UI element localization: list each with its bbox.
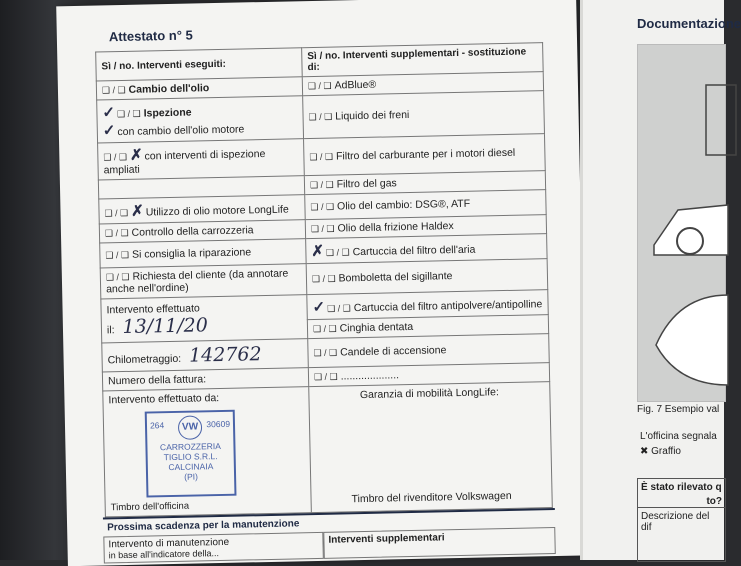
right-row: ❑ / ❑ AdBlue®	[302, 72, 543, 96]
certificate-title: Attestato n° 5	[108, 27, 193, 45]
next-service-title: Prossima scadenza per la manutenzione	[103, 508, 555, 536]
checkbox[interactable]: ❑ / ❑	[313, 371, 338, 383]
next-left-label: Intervento di manutenzione	[108, 536, 230, 551]
date-cell: Intervento effettuato il: 13/11/20	[101, 295, 308, 343]
km-cell: Chilometraggio: 142762	[102, 339, 309, 372]
next-right-label: Interventi supplementari	[323, 527, 556, 559]
right-text: ✖ Graffio	[640, 446, 681, 457]
left-header: Sì / no. Interventi eseguiti:	[96, 48, 303, 81]
checkmark-icon: ✓	[102, 122, 116, 140]
invoice-cell: Numero della fattura:	[102, 368, 308, 391]
checkbox[interactable]: ❑ / ❑	[104, 207, 129, 219]
left-row: ❑ / ❑ Controllo della carrozzeria	[99, 220, 305, 243]
right-page-title: Documentazione	[637, 16, 741, 31]
checkbox[interactable]: ❑ / ❑	[307, 80, 332, 92]
checkbox[interactable]: ❑ / ❑	[327, 303, 351, 314]
left-row: ❑ / ❑ Cambio dell'olio	[96, 77, 302, 100]
right-row: ✓ ❑ / ❑ Cartuccia del filtro antipolvere/antipolline	[307, 290, 548, 320]
right-row: ❑ / ❑ ....................	[308, 363, 549, 387]
next-service-section: Prossima scadenza per la manutenzione Intervento di manutenzione in base all'indicatore della... Interventi supplementari	[103, 508, 556, 563]
left-row: ❑ / ❑ Si consiglia la riparazione	[100, 239, 306, 268]
handwritten-date: 13/11/20	[122, 313, 209, 338]
figure-caption: Fig. 7 Esempio val	[637, 404, 720, 415]
mobility-label: Garanzia di mobilità LongLife:	[359, 386, 499, 402]
left-row: ❑ / ❑ ✗ con interventi di ispezione ampliati	[98, 139, 305, 180]
checkbox[interactable]: ❑ / ❑	[310, 223, 335, 235]
checkbox[interactable]: ❑ / ❑	[313, 347, 338, 359]
right-row: ✗ ❑ / ❑ Cartuccia del filtro dell'aria	[306, 234, 547, 264]
checkbox[interactable]: ❑ / ❑	[312, 323, 337, 335]
checkbox[interactable]: ❑ / ❑	[105, 271, 130, 283]
checkbox[interactable]: ❑ / ❑	[310, 201, 335, 213]
done-by-label: Intervento effettuato da:	[108, 392, 220, 407]
right-header: Sì / no. Interventi supplementari - sostituzione di:	[302, 43, 544, 77]
right-row: ❑ / ❑ Candele di accensione	[308, 334, 550, 368]
checkbox[interactable]: ❑ / ❑	[311, 273, 336, 285]
dealer-stamp-label: Timbro del rivenditore Volkswagen	[351, 489, 512, 506]
checkbox[interactable]: ❑ / ❑	[308, 111, 333, 123]
stamp-label: Timbro dell'officina	[110, 500, 190, 514]
damage-box: È stato rilevato q to? Descrizione del dif	[637, 478, 726, 562]
checkmark-icon: ✓	[312, 298, 326, 317]
checkbox[interactable]: ❑ / ❑	[103, 151, 128, 163]
service-certificate-page	[56, 0, 588, 566]
right-row: ❑ / ❑ Olio del cambio: DSG®, ATF	[305, 190, 546, 220]
right-row: ❑ / ❑ Bomboletta del sigillante	[306, 259, 548, 295]
right-row: ❑ / ❑ Olio della frizione Haldex	[305, 215, 546, 239]
checkmark-icon: ✗	[130, 202, 144, 220]
left-row: ❑ / ❑ ✗ Utilizzo di olio motore LongLife	[99, 195, 305, 224]
right-row: ❑ / ❑ Cinghia dentata	[307, 315, 548, 339]
right-row: ❑ / ❑ Filtro del carburante per i motori diesel	[304, 134, 546, 176]
checkbox[interactable]: ❑ / ❑	[309, 179, 334, 191]
checkbox[interactable]: ❑ / ❑	[101, 84, 126, 96]
checkmark-icon: ✗	[129, 146, 143, 164]
checkmark-icon: ✗	[311, 242, 325, 261]
checkbox[interactable]: ❑ / ❑	[309, 151, 334, 163]
handwritten-km: 142762	[188, 343, 262, 367]
left-row: ❑ / ❑ Richiesta del cliente (da annotare anche nell'ordine)	[100, 264, 307, 299]
left-row: ✓ ❑ / ❑ Ispezione ✓ con cambio dell'olio motore	[97, 96, 304, 143]
workshop-stamp: 264 30609 VW CARROZZERIA TIGLIO S.R.L. CALCINAIA (PI)	[145, 410, 237, 498]
vw-logo-icon: VW	[178, 415, 202, 439]
right-row: ❑ / ❑ Filtro del gas	[304, 171, 545, 195]
checkbox[interactable]: ❑ / ❑	[105, 249, 130, 261]
checkmark-icon: ✓	[102, 104, 116, 122]
checkbox[interactable]: ❑ / ❑	[325, 247, 350, 258]
car-diagram-image	[637, 44, 726, 402]
right-row: ❑ / ❑ Liquido dei freni	[303, 91, 545, 139]
checkbox[interactable]: ❑ / ❑	[104, 227, 129, 239]
mobility-cell	[309, 382, 553, 513]
checkbox[interactable]: ❑ / ❑	[116, 108, 141, 120]
right-text: L'officina segnala	[640, 431, 717, 442]
workshop-stamp-cell	[103, 387, 312, 517]
service-grid	[95, 42, 553, 517]
